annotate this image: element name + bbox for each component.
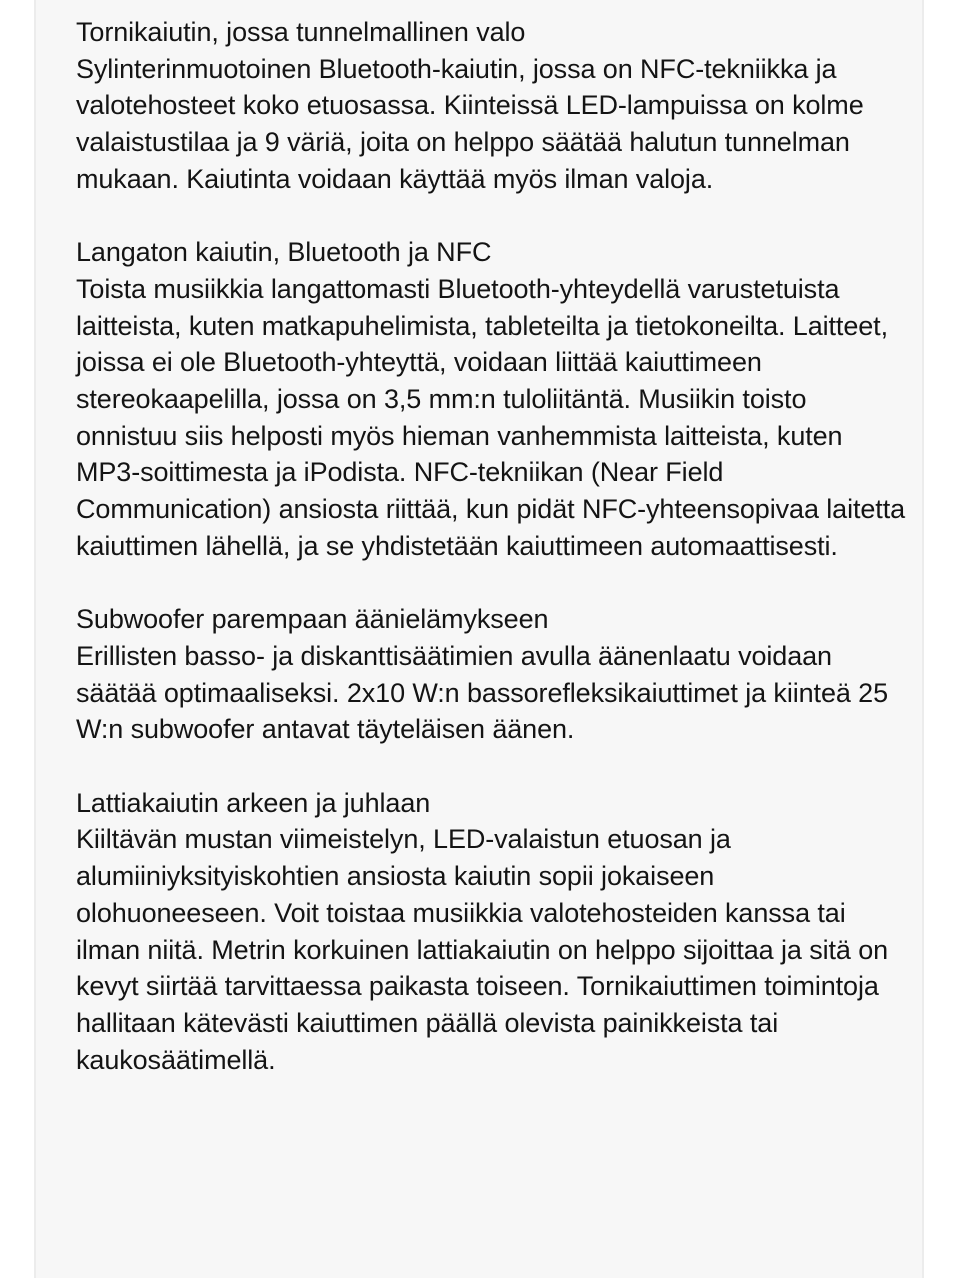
section-floor-speaker <box>76 785 906 1079</box>
section-wireless <box>76 234 906 564</box>
section-subwoofer <box>76 601 906 748</box>
section-body: Kiiltävän mustan viimeistelyn, LED-valaistun etuosan ja alumiiniyksityiskohtien ansiosta kaiutin sopii jokaiseen olohuoneeseen. Voit toistaa musiikkia valotehosteiden kanssa tai ilman niitä. Metrin korkuinen lattiakaiutin on helppo sijoittaa ja sitä on kevyt siirtää tarvittaessa paikasta toiseen. Tornikaiuttimen toimintoja hallitaan kätevästi kaiuttimen päällä olevista painikkeista tai kaukosäätimellä. <box>76 824 889 1075</box>
section-title: Lattiakaiutin arkeen ja juhlaan <box>76 787 431 818</box>
section-tower-speaker <box>76 14 906 198</box>
section-title: Langaton kaiutin, Bluetooth ja NFC <box>76 237 492 268</box>
product-description <box>76 14 906 1115</box>
section-title: Subwoofer parempaan äänielämykseen <box>76 604 549 635</box>
section-body: Sylinterinmuotoinen Bluetooth-kaiutin, jossa on NFC-tekniikka ja valotehosteet koko etuosassa. Kiinteissä LED-lampuissa on kolme valaistustilaa ja 9 väriä, joita on helppo säätää halutun tunnelman mukaan. Kaiutinta voidaan käyttää myös ilman valoja. <box>76 53 864 194</box>
section-title: Tornikaiutin, jossa tunnelmallinen valo <box>76 17 526 47</box>
section-body: Toista musiikkia langattomasti Bluetooth-yhteydellä varustetuista laitteista, kuten matkapuhelimista, tableteilta ja tietokoneilta. Laitteet, joissa ei ole Bluetooth-yhteyttä, voidaan liittää kaiuttimeen stereokaapelilla, jossa on 3,5 mm:n tuloliitäntä. Musiikin toisto onnistuu siis helposti myös hieman vanhemmista laitteista, kuten MP3-soittimesta ja iPodista. NFC-tekniikan (Near Field Communication) ansiosta riittää, kun pidät NFC-yhteensopivaa laitetta kaiuttimen lähellä, ja se yhdistetään kaiuttimeen automaattisesti. <box>76 273 906 561</box>
section-body: Erillisten basso- ja diskanttisäätimien avulla äänenlaatu voidaan säätää optimaaliseksi. 2x10 W:n bassorefleksikaiuttimet ja kiinteä 25 W:n subwoofer antavat täyteläisen äänen. <box>76 640 889 745</box>
